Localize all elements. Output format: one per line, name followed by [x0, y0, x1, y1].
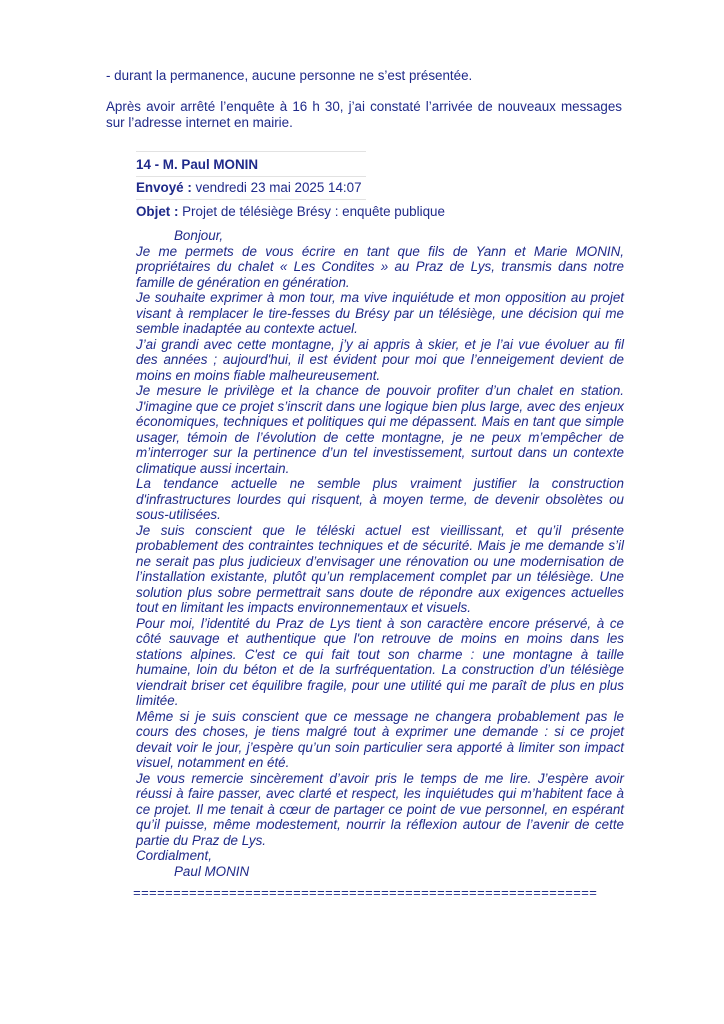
letter-closing: Cordialment,: [136, 848, 212, 863]
letter-body: [136, 228, 624, 879]
letter-paragraph: Je me permets de vous écrire en tant que fils de Yann et Marie MONIN, propriétaires du chalet « Les Condites » au Praz de Lys, transmis dans notre famille de génération en génération.: [136, 243, 624, 290]
header-rule-1: [136, 176, 366, 177]
letter-paragraph: Pour moi, l’identité du Praz de Lys tient à son caractère encore préservé, à ce côté sauvage et authentique que l'on retrouve de moins en moins dans les stations alpines. C'est ce qui fait tout son charme : une montagne à taille humaine, loin du béton et de la surfréquentation. La construction d’un télésiège viendrait briser cet équilibre fragile, pour une utilité qui me paraît de plus en plus limitée.: [136, 615, 624, 708]
intro-line-closing-time: Après avoir arrêté l’enquête à 16 h 30, j’ai constaté l’arrivée de nouveaux messages sur l’adresse internet en mairie.: [106, 99, 622, 130]
letter-paragraph: Je vous remercie sincèrement d’avoir pris le temps de me lire. J’espère avoir réussi à faire passer, avec clarté et respect, les inquiétudes qui m’habitent face à ce projet. Il me tenait à cœur de partager ce point de vue personnel, en espérant qu’il puisse, même modestement, nourrir la réflexion autour de l’avenir de cette partie du Praz de Lys.: [136, 770, 624, 848]
letter-greeting: Bonjour,: [174, 228, 224, 243]
letter-paragraph: Même si je suis conscient que ce message ne changera probablement pas le cours des choses, je tiens malgré tout à exprimer une demande : si ce projet devait voir le jour, j’espère qu’un soin particulier sera apporté à limiter son impact visuel, notamment en été.: [136, 708, 624, 770]
letter-paragraph: Je suis conscient que le téléski actuel est vieillissant, et qu’il présente probablement des contraintes techniques et de sécurité. Mais je me demande s’il ne serait pas plus judicieux d’envisager une rénovation ou une modernisation de l’installation existante, plutôt qu’un remplacement complet par un télésiège. Une solution plus sobre permettrait sans doute de répondre aux exigences actuelles tout en limitant les impacts environnementaux et visuels.: [136, 522, 624, 615]
letter-paragraph: Je mesure le privilège et la chance de pouvoir profiter d’un chalet en station. J'imagine que ce projet s’inscrit dans une logique bien plus large, avec des enjeux économiques, techniques et politiques qui me dépassent. Mais en tant que simple usager, témoin de l’évolution de cette montagne, je ne peux m’empêcher de m’interroger sur la pertinence d’un tel investissement, surtout dans un contexte climatique aussi incertain.: [136, 383, 624, 476]
sent-value: vendredi 23 mai 2025 14:07: [191, 180, 362, 195]
header-rule-top: [136, 151, 366, 152]
header-rule-2: [136, 199, 366, 200]
email-sent-row: [136, 180, 366, 196]
email-subject-row: [136, 204, 556, 220]
letter-paragraph: La tendance actuelle ne semble plus vraiment justifier la construction d'infrastructures lourdes qui risquent, à moyen terme, de devenir obsolètes ou sous-utilisées.: [136, 476, 624, 522]
intro-line-permanence: - durant la permanence, aucune personne ne s’est présentée.: [106, 68, 473, 83]
letter-signature: Paul MONIN: [174, 863, 250, 879]
sent-label: Envoyé :: [136, 180, 192, 195]
subject-label: Objet :: [136, 204, 179, 219]
section-separator: ==========================================================: [133, 886, 598, 901]
subject-value: Projet de télésiège Brésy : enquête publique: [178, 204, 445, 219]
email-title: 14 - M. Paul MONIN: [136, 157, 259, 172]
letter-paragraph: Je souhaite exprimer à mon tour, ma vive inquiétude et mon opposition au projet visant à remplacer le tire-fesses du Brésy par un télésiège, une décision qui me semble inadaptée au contexte actuel.: [136, 290, 624, 336]
letter-paragraph: J’ai grandi avec cette montagne, j’y ai appris à skier, et je l’ai vue évoluer au fil des années ; aujourd'hui, il est évident pour moi que l’enneigement devient de moins en moins fiable malheureusement.: [136, 336, 624, 383]
